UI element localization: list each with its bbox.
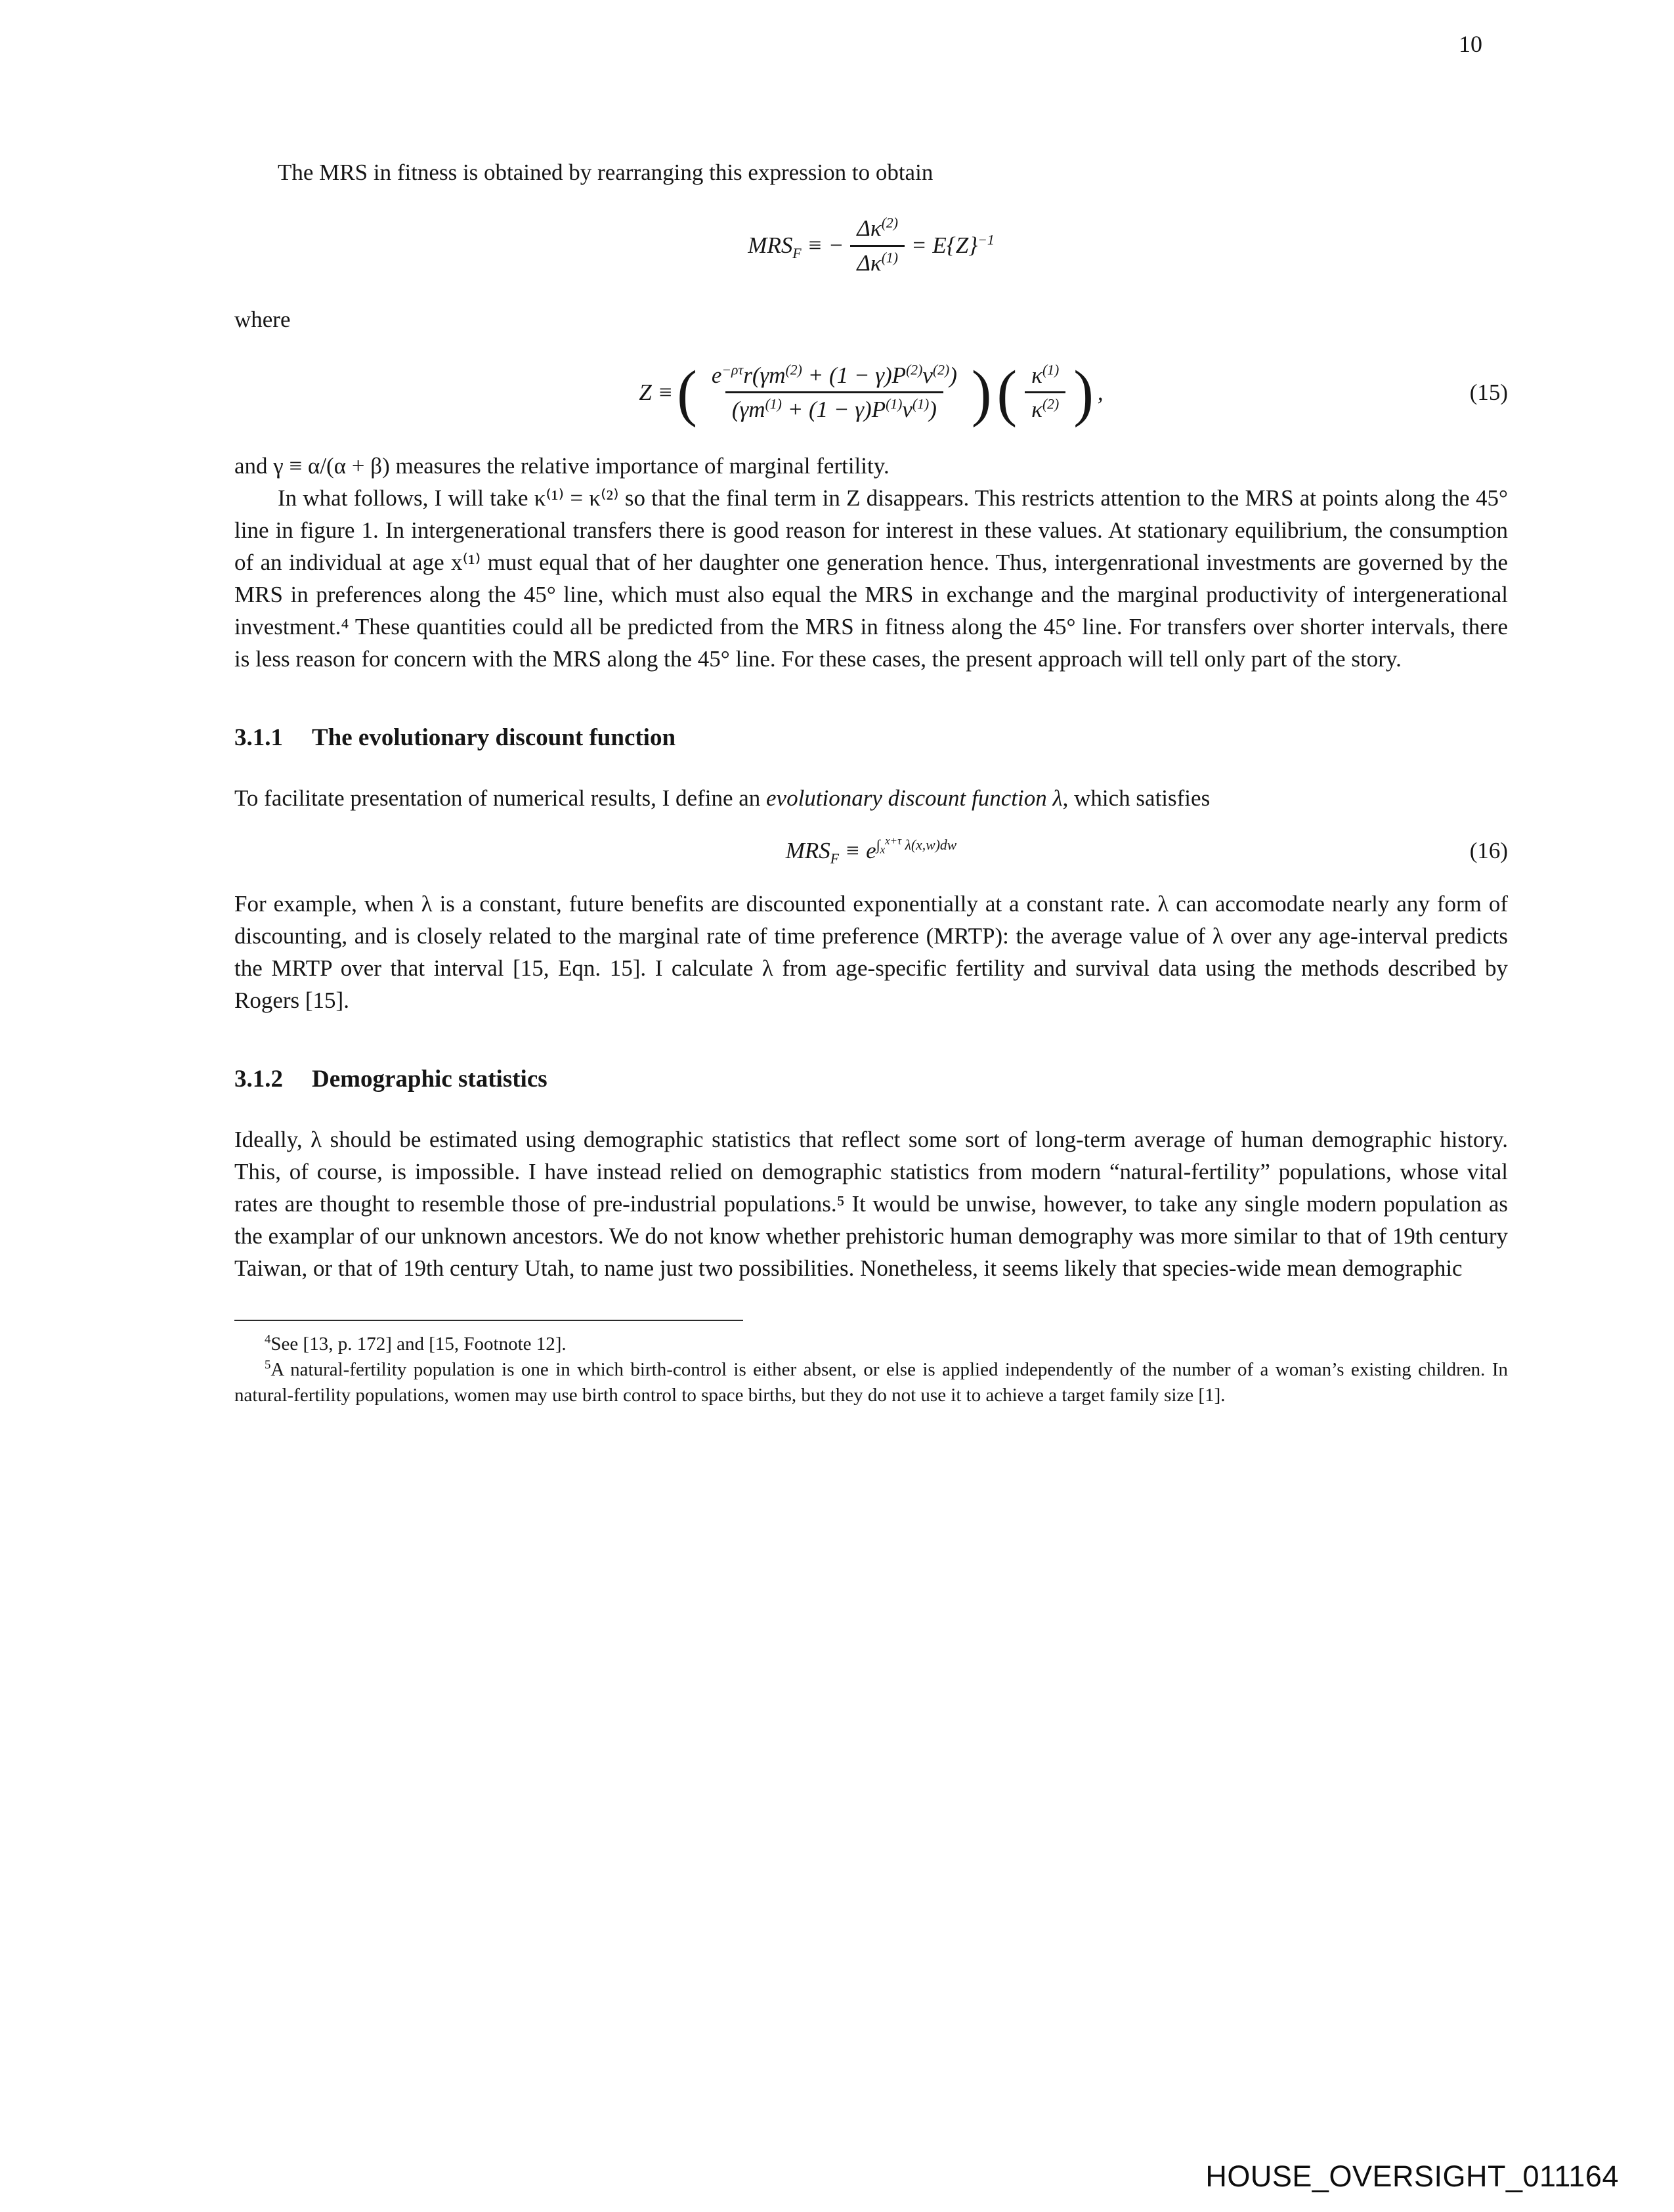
paragraph-intro: The MRS in fitness is obtained by rearranging this expression to obtain — [278, 160, 934, 185]
eq15-lhs: Z ≡ — [639, 379, 674, 405]
section-number: 3.1.1 — [234, 724, 283, 751]
left-paren: ( — [677, 357, 697, 428]
eq15-f1-denominator: $(\gamma m^{(1)} + (1 - \gamma)P^{(1)}v^{(1)})$ — [725, 391, 943, 426]
paragraph-discount-post: , which satisfies — [1062, 785, 1211, 811]
footnote-rule — [234, 1320, 743, 1321]
eq-mrs-lhs: $MRS_F$ ≡ − — [748, 232, 844, 262]
equation-number-16: (16) — [1469, 838, 1508, 863]
paragraph-lambda: For example, when λ is a constant, future benefits are discounted exponentially at a constant rate. λ can accomodate nearly any form of discounting, and is closely related to the marginal rate of time preference (MRTP): the average value of λ over any age-interval predicts the MRTP over that interval [15, Eqn. 15]. I calculate λ from age-specific fertility and survival data using the methods described by Rogers [15]. — [234, 891, 1508, 1013]
equation-15-body — [639, 359, 1103, 427]
left-paren: ( — [997, 357, 1018, 428]
eq-mrs-denominator: $\Delta\kappa^{(1)}$ — [850, 245, 905, 280]
paragraph-mrs-discussion: In what follows, I will take κ⁽¹⁾ = κ⁽²⁾ so that the final term in Z disappears. This restricts attention to the MRS at points along the 45° line in figure 1. In intergenerational transfers there is good reason for interest in these values. At stationary equilibrium, the consumption of an individual at age x⁽¹⁾ must equal that of her daughter one generation hence. Thus, intergenrational investments are governed by the MRS in preferences along the 45° line, which must also equal the MRS in exchange and the marginal productivity of intergenerational investment.⁴ These quantities could all be predicted from the MRS in fitness along the 45° line. For transfers over shorter intervals, there is less reason for concern with the MRS along the 45° line. For these cases, the present approach will tell only part of the story. — [234, 485, 1508, 672]
right-paren: ) — [971, 357, 992, 428]
section-title: The evolutionary discount function — [312, 724, 676, 751]
equation-mrs-body — [748, 212, 994, 280]
section-heading-312 — [234, 1065, 1508, 1093]
section-number: 3.1.2 — [234, 1066, 283, 1093]
footnote-5-text: A natural-fertility population is one in which birth-control is either absent, or else is applied independently of the number of a woman’s existing children. In natural-fertility populations, women may use birth control to space births, but they do not use it to achieve a target family size [1]. — [234, 1359, 1508, 1406]
eq15-comma: , — [1097, 379, 1104, 405]
paragraph-discount-intro — [234, 782, 1508, 814]
paragraph-discount-pre: To facilitate presentation of numerical results, I define an — [234, 785, 767, 811]
right-paren: ) — [1073, 357, 1094, 428]
page-content — [234, 156, 1508, 1408]
footnote-4 — [234, 1332, 1508, 1357]
paragraph-gamma: and γ ≡ α/(α + β) measures the relative importance of marginal fertility. — [234, 453, 890, 479]
section-heading-311 — [234, 724, 1508, 752]
eq16-exponent: ∫xx+τ λ(x,w)dw — [876, 835, 957, 856]
eq16-lhs: $MRS_F \equiv e$ — [785, 838, 876, 867]
equation-16-body — [785, 835, 957, 867]
footnote-5 — [234, 1357, 1508, 1408]
equation-number-15: (15) — [1469, 379, 1508, 405]
paragraph-discount-italic: evolutionary discount function λ — [766, 785, 1063, 811]
where-label: where — [234, 306, 291, 332]
eq15-f2-numerator: $\kappa^{(1)}$ — [1031, 361, 1060, 388]
eq-mrs-fraction — [850, 212, 905, 280]
eq15-f2-denominator: $\kappa^{(2)}$ — [1025, 391, 1065, 426]
equation-15 — [234, 359, 1508, 427]
equation-16 — [234, 835, 1508, 867]
equation-mrs — [234, 212, 1508, 280]
eq-mrs-numerator: $\Delta\kappa^{(2)}$ — [857, 215, 898, 241]
footnotes — [234, 1332, 1508, 1408]
oversight-stamp: HOUSE_OVERSIGHT_011164 — [1205, 2159, 1619, 2193]
eq-mrs-rhs: = $E\{Z\}^{-1}$ — [911, 232, 995, 259]
eq15-fraction-1 — [705, 359, 964, 427]
footnote-4-marker: 4 — [265, 1332, 271, 1347]
paragraph-demographics: Ideally, λ should be estimated using demographic statistics that reflect some sort of long-term average of human demographic history. This, of course, is impossible. I have instead relied on demographic statistics from modern “natural-fertility” populations, whose vital rates are thought to resemble those of pre-industrial populations.⁵ It would be unwise, however, to take any single modern population as the examplar of our unknown ancestors. We do not know whether prehistoric human demography was more similar to that of 19th century Taiwan, or that of 19th century Utah, to name just two possibilities. Nonetheless, it seems likely that species-wide mean demographic — [234, 1127, 1508, 1281]
section-title: Demographic statistics — [312, 1066, 547, 1093]
eq15-fraction-2 — [1025, 359, 1065, 427]
eq15-f1-numerator: $e^{-\rho\tau}r(\gamma m^{(2)} + (1 - \gamma)P^{(2)}v^{(2)})$ — [711, 361, 957, 388]
footnote-4-text: See [13, p. 172] and [15, Footnote 12]. — [270, 1334, 567, 1355]
footnote-5-marker: 5 — [265, 1358, 271, 1372]
page-number: 10 — [1459, 31, 1482, 57]
